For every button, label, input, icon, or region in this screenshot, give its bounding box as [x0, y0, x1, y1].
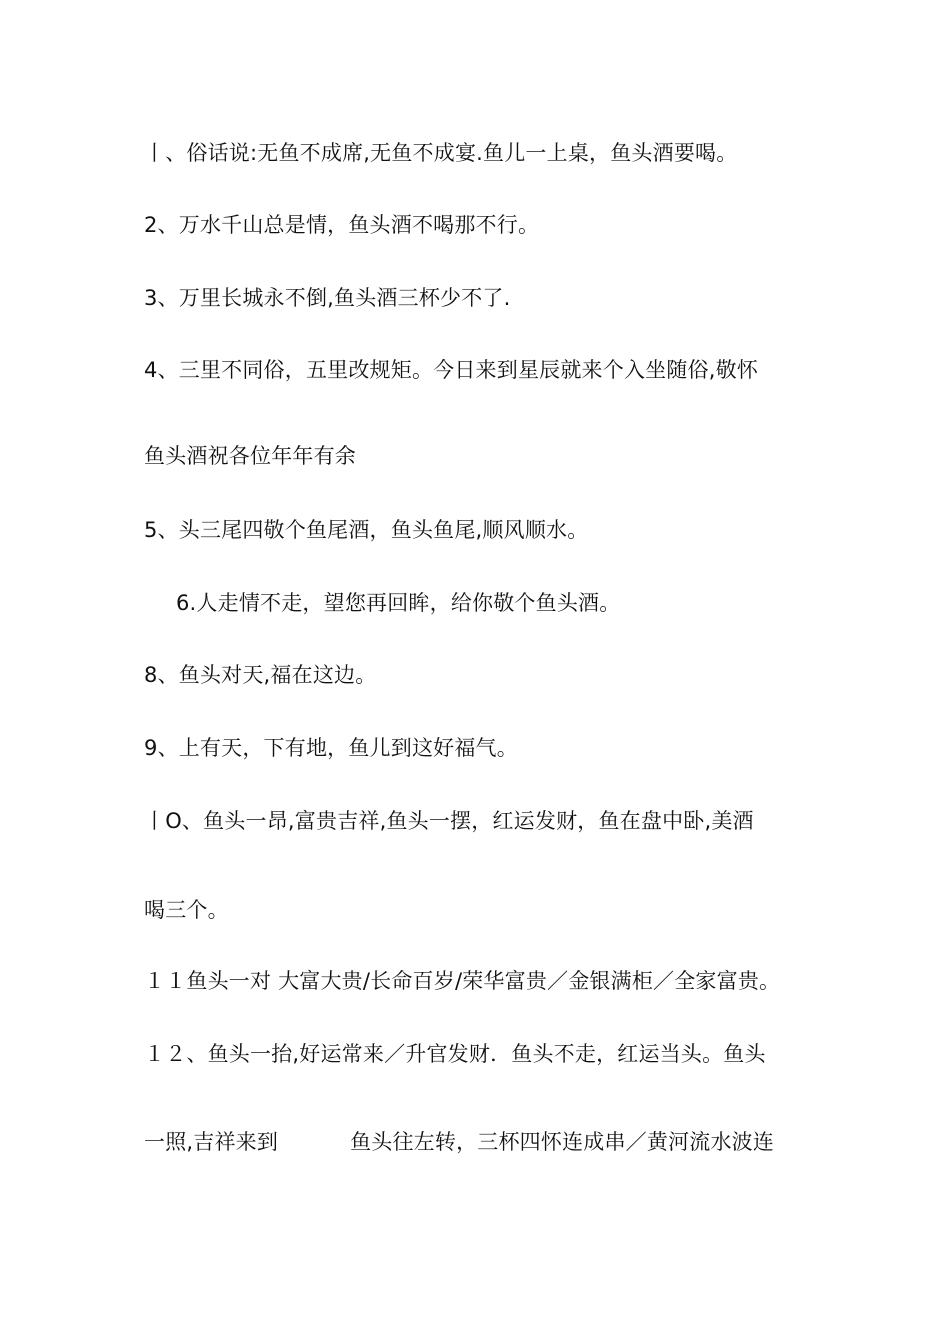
- text-line-3: 3、万里长城永不倒,鱼头酒三杯少不了.: [144, 286, 511, 310]
- text-line-10: 丨O、鱼头一昂,富贵吉祥,鱼头一摆，红运发财，鱼在盘中卧,美酒: [144, 809, 754, 833]
- text-line-9: 9、上有天，下有地，鱼儿到这好福气。: [144, 736, 518, 760]
- text-line-5: 鱼头酒祝各位年年有余: [144, 444, 356, 468]
- text-line-11: 喝三个。: [144, 898, 229, 922]
- text-line-7: 6.人走情不走，望您再回眸，给你敬个鱼头酒。: [176, 591, 621, 615]
- text-line-6: 5、头三尾四敬个鱼尾酒，鱼头鱼尾,顺风顺水。: [144, 518, 589, 542]
- text-line-14-part-2: 鱼头往左转，三杯四怀连成串／黄河流水波连: [350, 1130, 775, 1154]
- text-line-2: 2、万水千山总是情，鱼头酒不喝那不行。: [144, 213, 540, 237]
- text-line-8: 8、鱼头对天,福在这边。: [144, 663, 377, 687]
- text-line-12: １１鱼头一对 大富大贵/长命百岁/荣华富贵／金银满柜／全家富贵。: [144, 969, 781, 993]
- text-line-1: 丨、俗话说:无鱼不成席,无鱼不成宴.鱼儿一上桌，鱼头酒要喝。: [144, 141, 738, 165]
- text-line-4: 4、三里不同俗，五里改规矩。今日来到星辰就来个入坐随俗,敬怀: [144, 358, 759, 382]
- text-line-13: １２、鱼头一抬,好运常来／升官发财．鱼头不走，红运当头。鱼头: [144, 1042, 766, 1066]
- text-line-14-part-1: 一照,吉祥来到: [144, 1130, 279, 1154]
- text-line-14: [144, 1129, 774, 1155]
